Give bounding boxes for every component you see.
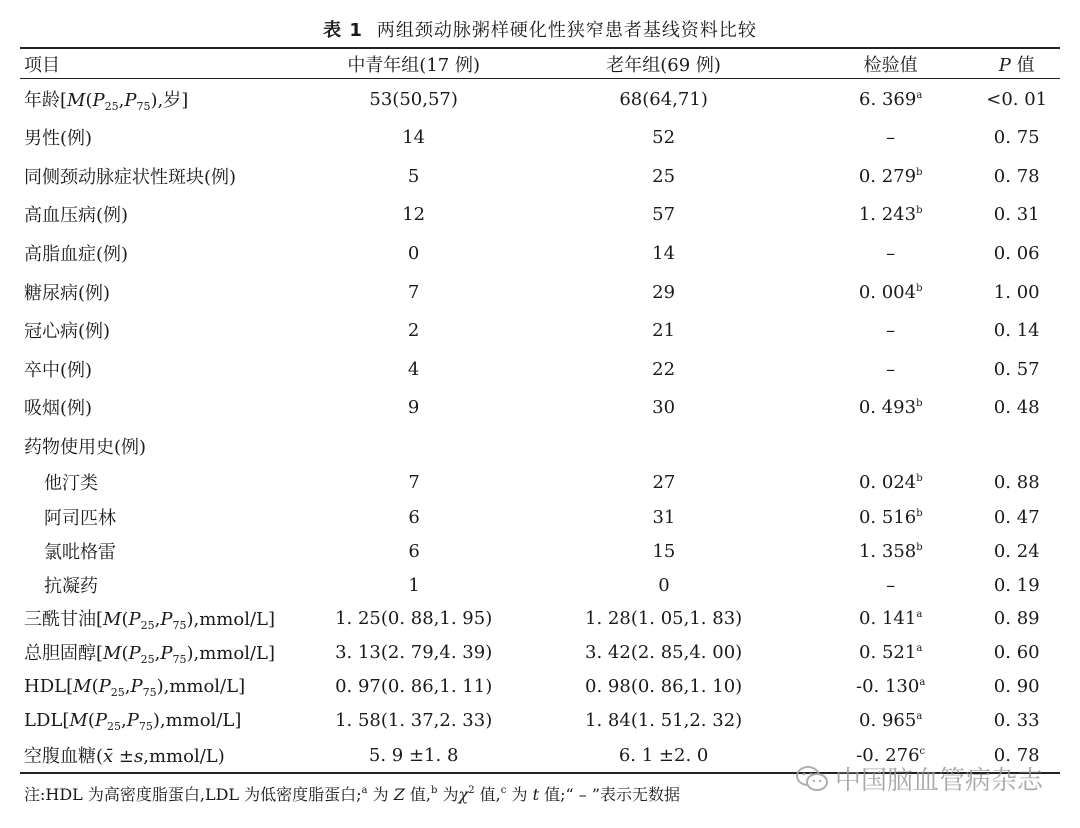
header-rule bbox=[20, 78, 1060, 79]
cell-old: 57 bbox=[652, 203, 676, 225]
cell-p: 0. 78 bbox=[993, 744, 1040, 766]
cell-test: – bbox=[886, 242, 896, 264]
cell-old: 15 bbox=[652, 540, 676, 562]
cell-test: – bbox=[886, 319, 896, 341]
wechat-icon bbox=[795, 764, 829, 794]
cell-young: 14 bbox=[402, 126, 426, 148]
cell-p: 0. 14 bbox=[993, 319, 1040, 341]
row-label: 药物使用史(例) bbox=[24, 437, 147, 458]
cell-young: 2 bbox=[407, 319, 420, 341]
watermark-text: 中国脑血管病杂志 bbox=[835, 766, 1044, 796]
cell-test: – bbox=[886, 126, 896, 148]
cell-p: 0. 78 bbox=[993, 165, 1040, 187]
row-label: 高血压病(例) bbox=[24, 205, 129, 226]
watermark bbox=[795, 760, 1043, 797]
cell-p: 0. 90 bbox=[993, 675, 1040, 697]
cell-young: 5 bbox=[407, 165, 420, 187]
cell-test: 0. 516$^b$ bbox=[858, 506, 923, 528]
cell-old: 52 bbox=[652, 126, 676, 148]
table-row bbox=[20, 536, 1060, 566]
table-title: 两组颈动脉粥样硬化性狭窄患者基线资料比较 bbox=[376, 20, 757, 41]
cell-old: 30 bbox=[652, 396, 676, 418]
cell-young: 6 bbox=[408, 540, 420, 562]
cell-young: 6 bbox=[408, 506, 420, 528]
table-row bbox=[20, 392, 1060, 422]
table-header bbox=[20, 50, 1060, 78]
table-row bbox=[20, 84, 1060, 114]
table-row bbox=[20, 122, 1060, 152]
cell-old: 1. 84(1. 51,2. 32) bbox=[585, 709, 743, 731]
cell-old: 14 bbox=[652, 242, 676, 264]
table-footnote: 注:HDL 为高密度脂蛋白,LDL 为低密度脂蛋白;$^a$ 为 Z 值,$^b$ 为$\chi^2$ 值,$^c$ 为 t 值;“ – ”表示无数据 bbox=[24, 785, 681, 804]
row-label: 三酰甘油$[M(P_{25},P_{75}),mmol/L]$ bbox=[24, 609, 276, 632]
cell-young: 5. 9 ±1. 8 bbox=[368, 744, 459, 766]
cell-test: -0. 276$^c$ bbox=[856, 744, 926, 766]
cell-test: 1. 243$^b$ bbox=[858, 203, 923, 225]
table-row bbox=[20, 502, 1060, 532]
cell-test: 6. 369$^a$ bbox=[859, 88, 923, 110]
cell-old: 3. 42(2. 85,4. 00) bbox=[585, 641, 743, 663]
cell-young: 1. 58(1. 37,2. 33) bbox=[335, 709, 493, 731]
table-row bbox=[20, 199, 1060, 229]
cell-old: 21 bbox=[652, 319, 676, 341]
cell-test: – bbox=[886, 574, 896, 596]
table-row bbox=[20, 431, 1060, 461]
cell-young: 0. 97(0. 86,1. 11) bbox=[335, 675, 493, 697]
cell-test: 0. 279$^b$ bbox=[858, 165, 923, 187]
cell-old: 29 bbox=[652, 281, 676, 303]
row-label: 氯吡格雷 bbox=[44, 542, 116, 563]
table-row bbox=[20, 315, 1060, 345]
cell-test: – bbox=[886, 358, 896, 380]
header-young: 中青年组(17 例) bbox=[347, 55, 480, 76]
cell-p: 0. 75 bbox=[993, 126, 1040, 148]
row-label: 冠心病(例) bbox=[24, 321, 111, 342]
cell-young: 7 bbox=[407, 281, 420, 303]
row-label: 年龄[$M(P_{25},P_{75})$,岁] bbox=[24, 90, 189, 113]
table-row bbox=[20, 603, 1060, 633]
row-label: 糖尿病(例) bbox=[24, 283, 111, 304]
row-label: 卒中(例) bbox=[24, 360, 93, 381]
table-number: 表 1 bbox=[323, 20, 363, 41]
row-label: 高脂血症(例) bbox=[24, 244, 129, 265]
cell-test: 0. 493$^b$ bbox=[858, 396, 923, 418]
cell-test: 0. 004$^b$ bbox=[858, 281, 923, 303]
cell-test: -0. 130$^a$ bbox=[856, 675, 926, 697]
cell-p: <0. 01 bbox=[986, 88, 1048, 110]
row-label: 他汀类 bbox=[44, 473, 98, 494]
table-row bbox=[20, 467, 1060, 497]
cell-young: 4 bbox=[407, 358, 420, 380]
row-label: $HDL[M(P_{25},P_{75}),mmol/L]$ bbox=[24, 675, 246, 699]
cell-test: 0. 965$^a$ bbox=[859, 709, 923, 731]
cell-test: 1. 358$^b$ bbox=[858, 540, 923, 562]
cell-young: 1 bbox=[408, 574, 420, 596]
cell-old: 27 bbox=[652, 471, 676, 493]
cell-p: 0. 60 bbox=[993, 641, 1040, 663]
cell-old: 6. 1 ±2. 0 bbox=[618, 744, 709, 766]
cell-p: 0. 31 bbox=[993, 203, 1040, 225]
cell-test: 0. 141$^a$ bbox=[859, 607, 923, 629]
cell-young: 53(50,57) bbox=[369, 88, 458, 110]
row-label: 男性(例) bbox=[24, 128, 93, 149]
cell-p: 0. 19 bbox=[993, 574, 1040, 596]
table-row bbox=[20, 277, 1060, 307]
cell-p: 0. 89 bbox=[993, 607, 1040, 629]
cell-p: 1. 00 bbox=[993, 281, 1040, 303]
row-label: 空腹血糖(x̄ ±s,mmol/L) bbox=[24, 746, 225, 767]
cell-p: 0. 88 bbox=[993, 471, 1040, 493]
table-row bbox=[20, 671, 1060, 701]
row-label: 抗凝药 bbox=[44, 576, 98, 597]
row-label: 总胆固醇$[M(P_{25},P_{75}),mmol/L]$ bbox=[24, 643, 276, 666]
table-row bbox=[20, 161, 1060, 191]
cell-test: 0. 024$^b$ bbox=[858, 471, 923, 493]
cell-p: 0. 57 bbox=[993, 358, 1040, 380]
cell-old: 25 bbox=[652, 165, 676, 187]
cell-young: 1. 25(0. 88,1. 95) bbox=[335, 607, 493, 629]
cell-old: 1. 28(1. 05,1. 83) bbox=[585, 607, 743, 629]
cell-old: 68(64,71) bbox=[619, 88, 708, 110]
row-label: $LDL[M(P_{25},P_{75}),mmol/L]$ bbox=[24, 709, 242, 733]
cell-old: 22 bbox=[652, 358, 676, 380]
cell-p: 0. 48 bbox=[993, 396, 1040, 418]
table-row bbox=[20, 637, 1060, 667]
cell-old: 31 bbox=[652, 506, 676, 528]
row-label: 同侧颈动脉症状性斑块(例) bbox=[24, 167, 237, 188]
cell-p: 0. 47 bbox=[993, 506, 1040, 528]
cell-old: 0 bbox=[658, 574, 670, 596]
table-row bbox=[20, 354, 1060, 384]
table-caption bbox=[0, 16, 1080, 42]
cell-young: 12 bbox=[402, 203, 426, 225]
cell-young: 3. 13(2. 79,4. 39) bbox=[335, 641, 493, 663]
cell-old: 0. 98(0. 86,1. 10) bbox=[585, 675, 743, 697]
cell-p: 0. 24 bbox=[993, 540, 1040, 562]
cell-young: 9 bbox=[407, 396, 420, 418]
cell-p: 0. 06 bbox=[993, 242, 1040, 264]
table-row bbox=[20, 570, 1060, 600]
header-p: P 值 bbox=[998, 55, 1035, 76]
row-label: 吸烟(例) bbox=[24, 398, 93, 419]
table-row bbox=[20, 705, 1060, 735]
header-test: 检验值 bbox=[863, 55, 918, 76]
cell-test: 0. 521$^a$ bbox=[859, 641, 923, 663]
header-old: 老年组(69 例) bbox=[606, 55, 721, 76]
row-label: 阿司匹林 bbox=[44, 508, 116, 529]
cell-p: 0. 33 bbox=[993, 709, 1040, 731]
header-item: 项目 bbox=[24, 55, 60, 76]
cell-young: 0 bbox=[407, 242, 420, 264]
cell-young: 7 bbox=[408, 471, 420, 493]
top-rule bbox=[20, 47, 1060, 49]
table-row bbox=[20, 238, 1060, 268]
